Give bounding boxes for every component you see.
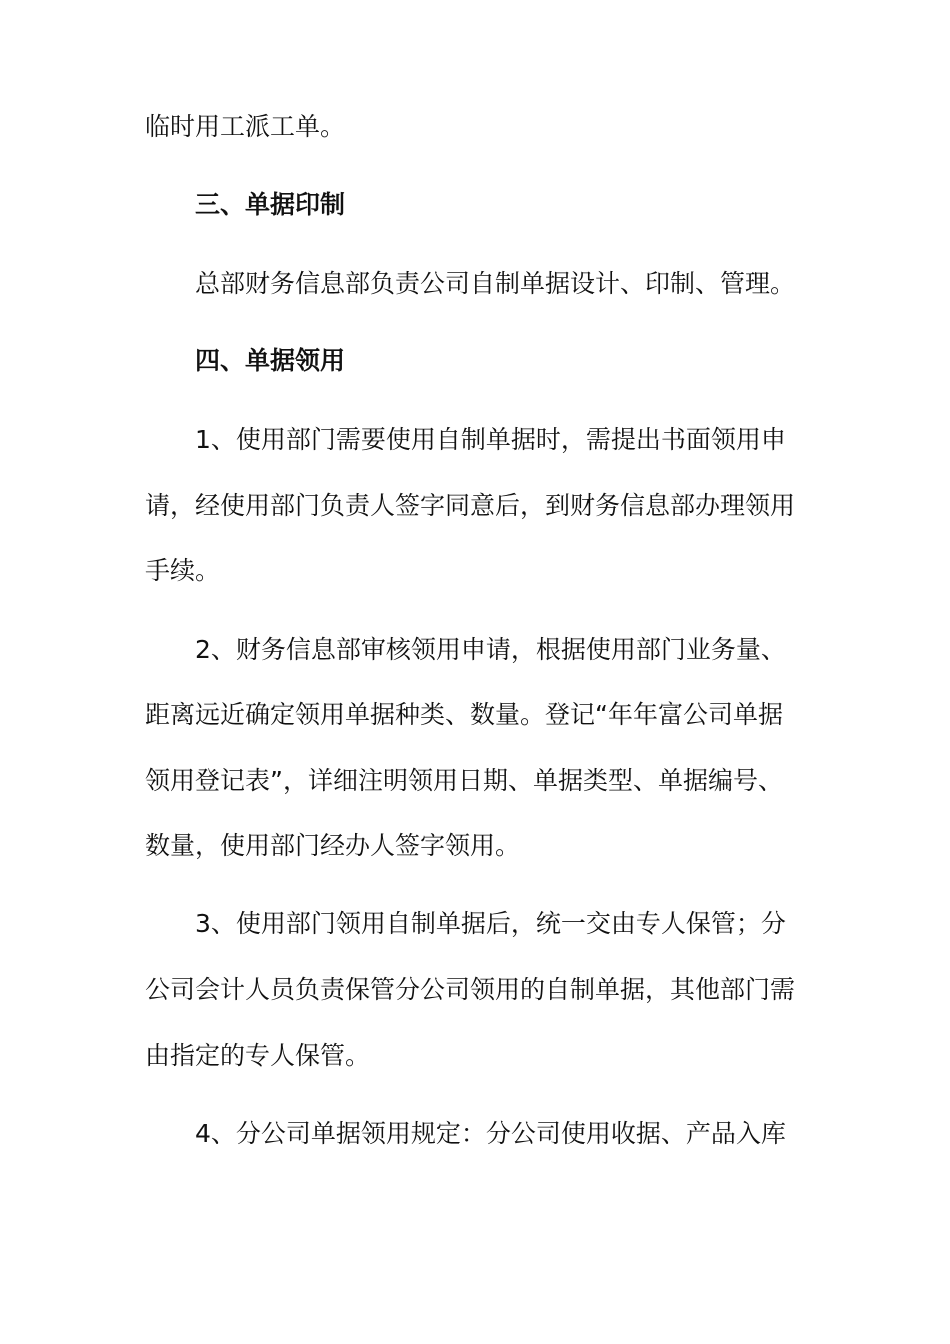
section-heading-printing: 三、单据印制 bbox=[195, 190, 346, 219]
paragraph-line: 由指定的专人保管。 bbox=[145, 1041, 371, 1070]
paragraph-line: 手续。 bbox=[145, 556, 221, 585]
paragraph-line: 总部财务信息部负责公司自制单据设计、印制、管理。 bbox=[195, 269, 796, 298]
paragraph-line: 公司会计人员负责保管分公司领用的自制单据，其他部门需 bbox=[145, 975, 796, 1004]
paragraph-line: 临时用工派工单。 bbox=[145, 112, 346, 141]
paragraph-line: 领用登记表”，详细注明领用日期、单据类型、单据编号、 bbox=[145, 766, 783, 795]
paragraph-line: 3、使用部门领用自制单据后，统一交由专人保管；分 bbox=[195, 909, 786, 938]
paragraph-line: 2、财务信息部审核领用申请，根据使用部门业务量、 bbox=[195, 635, 786, 664]
paragraph-line: 4、分公司单据领用规定：分公司使用收据、产品入库 bbox=[195, 1119, 786, 1148]
paragraph-line: 请，经使用部门负责人签字同意后，到财务信息部办理领用 bbox=[145, 491, 796, 520]
section-heading-collection: 四、单据领用 bbox=[195, 346, 346, 375]
paragraph-line: 距离远近确定领用单据种类、数量。登记“年年富公司单据 bbox=[145, 700, 783, 729]
paragraph-line: 1、使用部门需要使用自制单据时，需提出书面领用申 bbox=[195, 425, 786, 454]
paragraph-line: 数量，使用部门经办人签字领用。 bbox=[145, 831, 521, 860]
